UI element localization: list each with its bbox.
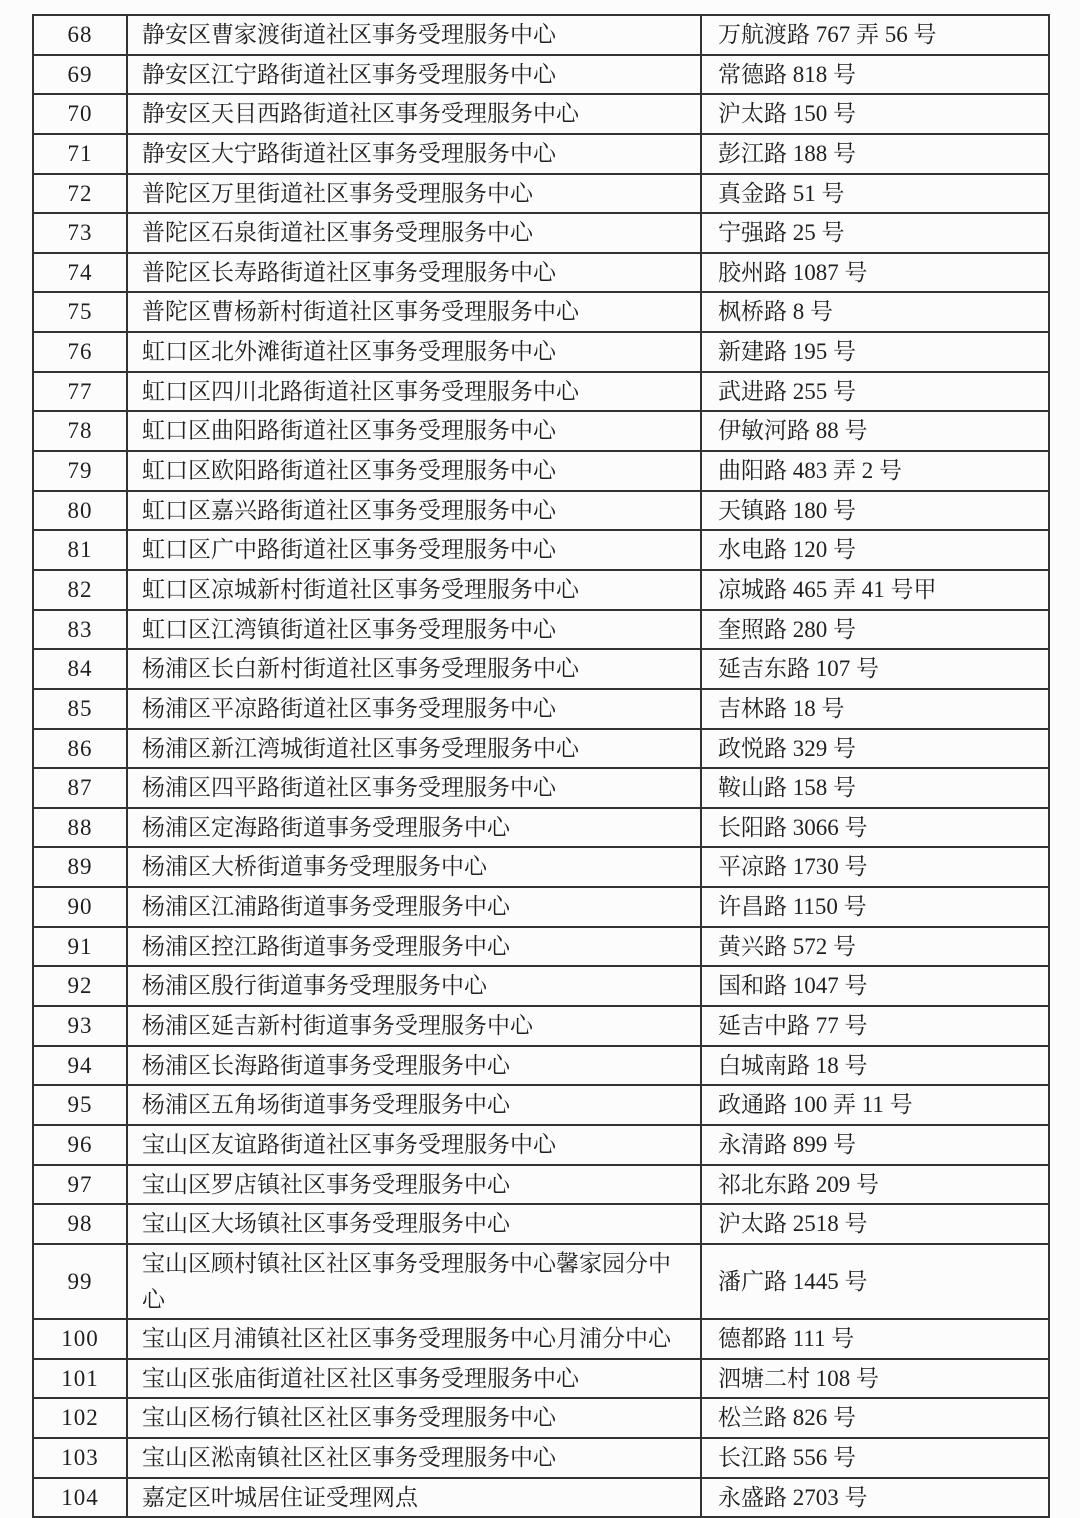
center-name-cell: 杨浦区长海路街道事务受理服务中心 — [127, 1046, 701, 1086]
center-address-cell: 胶州路 1087 号 — [701, 253, 1049, 293]
row-number-cell: 74 — [33, 253, 127, 293]
center-address-cell: 长阳路 3066 号 — [701, 808, 1049, 848]
center-name-cell: 杨浦区四平路街道社区事务受理服务中心 — [127, 768, 701, 808]
center-name-cell: 杨浦区江浦路街道事务受理服务中心 — [127, 887, 701, 927]
center-name-cell: 宝山区张庙街道社区社区事务受理服务中心 — [127, 1359, 701, 1399]
center-address-cell: 凉城路 465 弄 41 号甲 — [701, 570, 1049, 610]
row-number-cell: 76 — [33, 332, 127, 372]
table-row — [33, 1438, 1049, 1478]
row-number-cell: 72 — [33, 174, 127, 214]
table-row — [33, 292, 1049, 332]
row-number-cell: 73 — [33, 213, 127, 253]
center-address-cell: 武进路 255 号 — [701, 372, 1049, 412]
row-number-cell: 87 — [33, 768, 127, 808]
table-row — [33, 491, 1049, 531]
center-address-cell: 天镇路 180 号 — [701, 491, 1049, 531]
table-row — [33, 768, 1049, 808]
center-name-cell: 宝山区淞南镇社区社区事务受理服务中心 — [127, 1438, 701, 1478]
table-row — [33, 610, 1049, 650]
row-number-cell: 93 — [33, 1006, 127, 1046]
row-number-cell: 79 — [33, 451, 127, 491]
row-number-cell: 97 — [33, 1165, 127, 1205]
center-name-cell: 杨浦区延吉新村街道事务受理服务中心 — [127, 1006, 701, 1046]
row-number-cell: 77 — [33, 372, 127, 412]
center-name-cell: 宝山区罗店镇社区事务受理服务中心 — [127, 1165, 701, 1205]
center-name-cell: 虹口区广中路街道社区事务受理服务中心 — [127, 530, 701, 570]
center-address-cell: 政悦路 329 号 — [701, 729, 1049, 769]
service-center-table — [32, 14, 1050, 1518]
row-number-cell: 96 — [33, 1125, 127, 1165]
center-name-cell: 宝山区月浦镇社区社区事务受理服务中心月浦分中心 — [127, 1319, 701, 1359]
row-number-cell: 71 — [33, 134, 127, 174]
center-address-cell: 沪太路 2518 号 — [701, 1204, 1049, 1244]
table-row — [33, 1478, 1049, 1518]
center-name-cell: 杨浦区控江路街道事务受理服务中心 — [127, 927, 701, 967]
table-row — [33, 1398, 1049, 1438]
row-number-cell: 81 — [33, 530, 127, 570]
center-address-cell: 松兰路 826 号 — [701, 1398, 1049, 1438]
center-address-cell: 政通路 100 弄 11 号 — [701, 1085, 1049, 1125]
center-name-cell: 静安区大宁路街道社区事务受理服务中心 — [127, 134, 701, 174]
center-name-cell: 虹口区凉城新村街道社区事务受理服务中心 — [127, 570, 701, 610]
table-row — [33, 1165, 1049, 1205]
center-name-cell: 宝山区顾村镇社区社区事务受理服务中心馨家园分中心 — [127, 1244, 701, 1319]
center-name-cell: 虹口区欧阳路街道社区事务受理服务中心 — [127, 451, 701, 491]
center-address-cell: 吉林路 18 号 — [701, 689, 1049, 729]
row-number-cell: 83 — [33, 610, 127, 650]
center-name-cell: 杨浦区殷行街道事务受理服务中心 — [127, 966, 701, 1006]
center-address-cell: 真金路 51 号 — [701, 174, 1049, 214]
center-address-cell: 宁强路 25 号 — [701, 213, 1049, 253]
table-row — [33, 649, 1049, 689]
center-name-cell: 静安区天目西路街道社区事务受理服务中心 — [127, 94, 701, 134]
row-number-cell: 90 — [33, 887, 127, 927]
center-name-cell: 虹口区四川北路街道社区事务受理服务中心 — [127, 372, 701, 412]
center-address-cell: 伊敏河路 88 号 — [701, 411, 1049, 451]
table-row — [33, 1359, 1049, 1399]
center-address-cell: 彭江路 188 号 — [701, 134, 1049, 174]
table-row — [33, 927, 1049, 967]
row-number-cell: 86 — [33, 729, 127, 769]
center-name-cell: 嘉定区叶城居住证受理网点 — [127, 1478, 701, 1518]
table-row — [33, 808, 1049, 848]
center-name-cell: 普陀区长寿路街道社区事务受理服务中心 — [127, 253, 701, 293]
center-address-cell: 万航渡路 767 弄 56 号 — [701, 15, 1049, 55]
row-number-cell: 104 — [33, 1478, 127, 1518]
center-name-cell: 普陀区石泉街道社区事务受理服务中心 — [127, 213, 701, 253]
row-number-cell: 103 — [33, 1438, 127, 1478]
row-number-cell: 95 — [33, 1085, 127, 1125]
center-address-cell: 祁北东路 209 号 — [701, 1165, 1049, 1205]
center-address-cell: 白城南路 18 号 — [701, 1046, 1049, 1086]
row-number-cell: 85 — [33, 689, 127, 729]
row-number-cell: 84 — [33, 649, 127, 689]
center-address-cell: 沪太路 150 号 — [701, 94, 1049, 134]
center-name-cell: 杨浦区大桥街道事务受理服务中心 — [127, 847, 701, 887]
center-name-cell: 虹口区江湾镇街道社区事务受理服务中心 — [127, 610, 701, 650]
center-address-cell: 德都路 111 号 — [701, 1319, 1049, 1359]
center-name-cell: 杨浦区新江湾城街道社区事务受理服务中心 — [127, 729, 701, 769]
table-row — [33, 94, 1049, 134]
row-number-cell: 89 — [33, 847, 127, 887]
center-address-cell: 延吉东路 107 号 — [701, 649, 1049, 689]
center-name-cell: 静安区江宁路街道社区事务受理服务中心 — [127, 55, 701, 95]
center-name-cell: 虹口区嘉兴路街道社区事务受理服务中心 — [127, 491, 701, 531]
center-address-cell: 许昌路 1150 号 — [701, 887, 1049, 927]
row-number-cell: 78 — [33, 411, 127, 451]
table-row — [33, 134, 1049, 174]
center-name-cell: 杨浦区长白新村街道社区事务受理服务中心 — [127, 649, 701, 689]
row-number-cell: 68 — [33, 15, 127, 55]
row-number-cell: 100 — [33, 1319, 127, 1359]
row-number-cell: 82 — [33, 570, 127, 610]
table-row — [33, 253, 1049, 293]
center-address-cell: 泗塘二村 108 号 — [701, 1359, 1049, 1399]
table-row — [33, 1204, 1049, 1244]
center-name-cell: 杨浦区五角场街道事务受理服务中心 — [127, 1085, 701, 1125]
center-name-cell: 普陀区万里街道社区事务受理服务中心 — [127, 174, 701, 214]
table-row — [33, 451, 1049, 491]
table-row — [33, 1244, 1049, 1319]
center-address-cell: 永盛路 2703 号 — [701, 1478, 1049, 1518]
table-row — [33, 1046, 1049, 1086]
row-number-cell: 98 — [33, 1204, 127, 1244]
table-body — [33, 15, 1049, 1517]
table-row — [33, 1006, 1049, 1046]
row-number-cell: 88 — [33, 808, 127, 848]
table-row — [33, 530, 1049, 570]
row-number-cell: 91 — [33, 927, 127, 967]
table-row — [33, 1125, 1049, 1165]
row-number-cell: 92 — [33, 966, 127, 1006]
table-row — [33, 1085, 1049, 1125]
center-address-cell: 鞍山路 158 号 — [701, 768, 1049, 808]
row-number-cell: 69 — [33, 55, 127, 95]
center-address-cell: 曲阳路 483 弄 2 号 — [701, 451, 1049, 491]
center-name-cell: 宝山区大场镇社区事务受理服务中心 — [127, 1204, 701, 1244]
center-address-cell: 水电路 120 号 — [701, 530, 1049, 570]
center-name-cell: 普陀区曹杨新村街道社区事务受理服务中心 — [127, 292, 701, 332]
table-row — [33, 1319, 1049, 1359]
center-address-cell: 新建路 195 号 — [701, 332, 1049, 372]
row-number-cell: 99 — [33, 1244, 127, 1319]
table-row — [33, 332, 1049, 372]
table-row — [33, 570, 1049, 610]
table-row — [33, 411, 1049, 451]
table-row — [33, 213, 1049, 253]
center-name-cell: 宝山区杨行镇社区社区事务受理服务中心 — [127, 1398, 701, 1438]
center-address-cell: 延吉中路 77 号 — [701, 1006, 1049, 1046]
table-row — [33, 174, 1049, 214]
row-number-cell: 101 — [33, 1359, 127, 1399]
center-name-cell: 宝山区友谊路街道社区事务受理服务中心 — [127, 1125, 701, 1165]
row-number-cell: 80 — [33, 491, 127, 531]
center-name-cell: 虹口区北外滩街道社区事务受理服务中心 — [127, 332, 701, 372]
table-row — [33, 372, 1049, 412]
table-row — [33, 847, 1049, 887]
table-row — [33, 887, 1049, 927]
table-row — [33, 689, 1049, 729]
center-address-cell: 永清路 899 号 — [701, 1125, 1049, 1165]
table-row — [33, 15, 1049, 55]
center-address-cell: 奎照路 280 号 — [701, 610, 1049, 650]
center-address-cell: 潘广路 1445 号 — [701, 1244, 1049, 1319]
center-address-cell: 黄兴路 572 号 — [701, 927, 1049, 967]
center-address-cell: 枫桥路 8 号 — [701, 292, 1049, 332]
row-number-cell: 102 — [33, 1398, 127, 1438]
center-address-cell: 国和路 1047 号 — [701, 966, 1049, 1006]
center-address-cell: 长江路 556 号 — [701, 1438, 1049, 1478]
center-address-cell: 常德路 818 号 — [701, 55, 1049, 95]
row-number-cell: 70 — [33, 94, 127, 134]
table-row — [33, 55, 1049, 95]
row-number-cell: 75 — [33, 292, 127, 332]
center-address-cell: 平凉路 1730 号 — [701, 847, 1049, 887]
row-number-cell: 94 — [33, 1046, 127, 1086]
table-row — [33, 729, 1049, 769]
center-name-cell: 杨浦区定海路街道事务受理服务中心 — [127, 808, 701, 848]
center-name-cell: 静安区曹家渡街道社区事务受理服务中心 — [127, 15, 701, 55]
table-row — [33, 966, 1049, 1006]
center-name-cell: 虹口区曲阳路街道社区事务受理服务中心 — [127, 411, 701, 451]
center-name-cell: 杨浦区平凉路街道社区事务受理服务中心 — [127, 689, 701, 729]
